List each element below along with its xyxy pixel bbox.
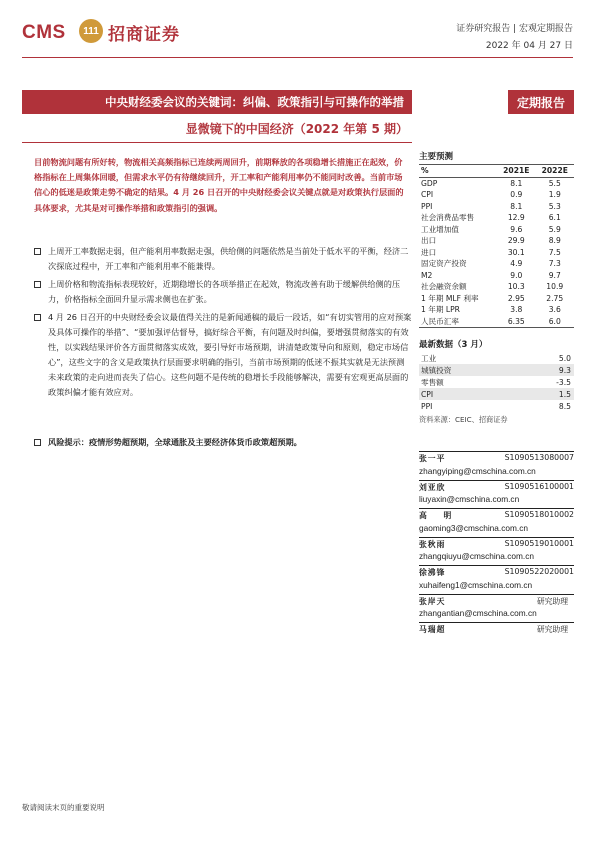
analyst-email[interactable]: zhangyiping@cmschina.com.cn: [419, 465, 536, 476]
forecast-header-cell: 2021E: [497, 165, 535, 178]
analyst-list: [419, 451, 574, 637]
table-row: [419, 304, 574, 316]
table-cell: 5.9: [548, 224, 561, 234]
header-divider: [22, 57, 573, 58]
table-row: [419, 224, 574, 236]
risk-warning: [34, 435, 412, 449]
table-cell: 7.5: [548, 247, 561, 257]
table-row: [419, 270, 574, 282]
analyst-code: S1090519010001: [504, 538, 574, 548]
bullet-text: 上周价格和物流指标表现较好，近期稳增长的各项举措正在起效，物流改善有助于缓解供给侧的压力，价格指标全面回升显示需求侧也在扩张。: [48, 279, 401, 304]
table-cell: -3.5: [556, 377, 571, 387]
table-row: [419, 212, 574, 224]
table-cell: 4.9: [510, 259, 523, 269]
table-row: [419, 281, 574, 293]
table-cell: 12.9: [507, 213, 525, 223]
latest-data-table: [419, 352, 574, 412]
logo-badge-icon: 111: [79, 19, 103, 43]
table-cell: 8.5: [558, 401, 571, 411]
data-source: 资料来源：CEIC、招商证券: [419, 415, 508, 424]
analyst-entry: [419, 594, 574, 622]
table-row: [419, 293, 574, 305]
table-row: [419, 189, 574, 201]
analyst-entry: [419, 451, 574, 479]
table-cell: 9.7: [548, 270, 561, 280]
table-cell: 6.1: [548, 213, 561, 223]
table-cell: 0.9: [510, 190, 523, 200]
checkbox-bullet-icon: [34, 248, 41, 255]
latest-data-title: 最新数据（3 月）: [419, 340, 488, 350]
table-cell: 出口: [421, 236, 437, 246]
logo-cms-text: CMS: [22, 22, 66, 43]
table-cell: GDP: [421, 178, 438, 188]
table-cell: 5.3: [548, 201, 561, 211]
table-cell: 5.0: [558, 353, 571, 363]
sidebar: [419, 150, 574, 637]
analyst-name: 徐沸锋: [419, 568, 446, 577]
forecast-table: [419, 164, 574, 328]
bullet-item: [34, 244, 412, 274]
table-cell: 9.3: [517, 364, 574, 376]
report-subtitle: 显微镜下的中国经济（2022 年第 5 期）: [185, 122, 408, 136]
table-cell: 固定资产投资: [421, 259, 467, 269]
table-row: [419, 364, 574, 376]
table-cell: 1.5: [517, 388, 574, 400]
table-row: [419, 201, 574, 213]
table-row: [419, 376, 574, 388]
bullet-item: [34, 310, 412, 400]
table-cell: M2: [421, 270, 433, 280]
analyst-entry: [419, 508, 574, 536]
table-row: [419, 352, 574, 364]
table-cell: 30.1: [507, 247, 525, 257]
table-cell: PPI: [421, 201, 433, 211]
analyst-name: 马瑞超: [419, 625, 446, 634]
table-cell: 社会融资余额: [421, 282, 467, 292]
footer-note: 敬请阅读末页的重要说明: [22, 803, 105, 812]
table-cell: 3.6: [548, 305, 561, 315]
analyst-code: S1090516100001: [504, 481, 574, 491]
table-cell: 10.9: [546, 282, 564, 292]
analyst-role: 研究助理: [536, 625, 568, 634]
table-cell: 1.9: [548, 190, 561, 200]
table-cell: 10.3: [507, 282, 525, 292]
table-cell: 29.9: [507, 236, 525, 246]
table-cell: 7.3: [548, 259, 561, 269]
checkbox-bullet-icon: [34, 281, 41, 288]
table-cell: 3.8: [510, 305, 523, 315]
analyst-name: 张一平: [419, 454, 446, 463]
analyst-email[interactable]: gaoming3@cmschina.com.cn: [419, 522, 528, 533]
forecast-title: 主要预测: [419, 152, 454, 162]
bullet-text: 4 月 26 日召开的中央财经委会议最值得关注的是新闻通稿的最后一段话，如“有切实管用的应对预案及具体可操作的举措”、“要加强评估督导，搞好综合平衡，有问题及时纠偏，要增强贯彻落实的有效性，以实践结果评价各方面贯彻落实成效，要引导好市场预期，讲清楚政策导向和原则，稳定市场信心”，这些文字的含义是政策执行层面要求明确的指引，当前市场预期的低迷不振其实就是无法预测未来政策的走向进而丧失了信心。这些问题不是传统的稳增长手段能够解决，需要有宏观更高层面的政策纠偏才能有效应对。: [48, 312, 412, 397]
table-cell: 6.0: [536, 316, 574, 328]
analyst-email[interactable]: zhangqiuyu@cmschina.com.cn: [419, 551, 534, 561]
checkbox-bullet-icon: [34, 439, 41, 446]
bullet-list: [34, 244, 412, 403]
table-cell: 社会消费品零售: [421, 213, 475, 223]
table-cell: 2.95: [507, 293, 525, 303]
company-name: 招商证券: [108, 25, 180, 45]
analyst-code: S1090513080007: [504, 453, 574, 462]
analyst-email[interactable]: xuhaifeng1@cmschina.com.cn: [419, 579, 533, 590]
table-cell: 人民币汇率: [419, 316, 497, 328]
analyst-code: S1090518010002: [504, 510, 574, 519]
analyst-entry: [419, 565, 574, 593]
analyst-entry: [419, 537, 574, 565]
analyst-entry: [419, 622, 574, 637]
checkbox-bullet-icon: [34, 314, 41, 321]
analyst-code: S1090522020001: [504, 567, 574, 576]
analyst-name: 刘亚欣: [419, 482, 446, 492]
table-cell: 2.75: [546, 293, 564, 303]
table-cell: 工业增加值: [421, 224, 459, 234]
table-cell: CPI: [419, 388, 517, 400]
table-cell: 城镇投资: [419, 364, 517, 376]
table-row: [419, 177, 574, 189]
risk-text: 风险提示：疫情形势超预期，全球通胀及主要经济体货币政策超预期。: [48, 437, 302, 447]
table-row: [419, 388, 574, 400]
table-cell: 工业: [421, 353, 437, 363]
table-cell: 6.35: [497, 316, 535, 328]
table-cell: 5.5: [548, 178, 561, 188]
table-cell: 8.1: [510, 201, 523, 211]
table-cell: 9.0: [510, 270, 523, 280]
report-date: 2022 年 04 月 27 日: [485, 41, 573, 51]
subtitle-divider: [22, 142, 412, 143]
table-cell: 零售额: [421, 377, 444, 387]
summary-paragraph: 目前物流问题有所好转，物流相关高频指标已连续两周回升，前期释放的各项稳增长措施正在起效，价格指标在上周集体回暖，但需求水平仍有待继续回升，开工率和产能利用率仍不能同时改善。当前市场信心的低迷是政策走势不确定的结果。4 月 26 日召开的中央财经委会议关键点就是对政策执行层面的具体要求，尤其是对可操作举措和政策指引的强调。: [34, 157, 404, 213]
table-cell: 1 年期 MLF 利率: [421, 293, 479, 303]
analyst-email[interactable]: zhangantian@cmschina.com.cn: [419, 608, 537, 618]
report-title: 中央财经委会议的关键词：纠偏、政策指引与可操作的举措: [22, 90, 412, 114]
table-cell: 8.9: [548, 236, 561, 246]
table-row: [419, 258, 574, 270]
table-cell: 9.6: [510, 224, 523, 234]
table-cell: CPI: [421, 190, 434, 200]
report-category: 定期报告: [508, 90, 574, 114]
table-cell: PPI: [421, 401, 433, 411]
analyst-name: 高 明: [419, 511, 459, 520]
table-cell: 1 年期 LPR: [421, 305, 460, 315]
table-cell: 8.1: [510, 178, 523, 188]
table-row: [419, 235, 574, 247]
table-row: [419, 316, 574, 328]
analyst-name: 张秋雨: [419, 539, 446, 549]
table-cell: 进口: [421, 247, 437, 257]
analyst-email[interactable]: liuyaxin@cmschina.com.cn: [419, 494, 520, 504]
bullet-item: [34, 277, 412, 307]
table-row: [419, 247, 574, 259]
analyst-name: 张岸天: [419, 596, 446, 606]
bullet-text: 上周开工率数据走弱，但产能利用率数据走强，供给侧的问题依然是当前处于低水平的平衡，经济二次探底过程中，开工率和产能利用率不能兼得。: [48, 246, 409, 271]
forecast-header-cell: 2022E: [536, 165, 574, 178]
forecast-header-row: [419, 165, 574, 178]
forecast-header-cell: %: [419, 165, 497, 178]
report-type: 证券研究报告 | 宏观定期报告: [456, 24, 573, 34]
table-row: [419, 400, 574, 412]
analyst-role: 研究助理: [536, 596, 568, 606]
analyst-entry: [419, 480, 574, 508]
